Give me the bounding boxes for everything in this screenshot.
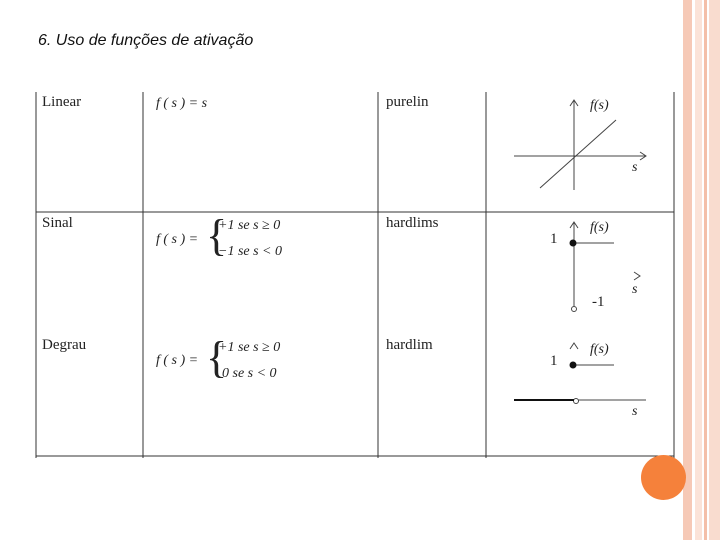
formula-prefix-sinal: f ( s ) = [156,232,199,247]
axis-value-one: 1 [550,353,558,369]
axis-value-one: 1 [550,231,558,247]
filled-point [570,240,577,247]
matlab-name-linear: purelin [386,94,429,110]
linear-graph [514,100,646,190]
axis-label-fs: f(s) [590,220,609,235]
slide-title: 6. Uso de funções de ativação [38,32,254,49]
axis-label-s: s [632,404,638,419]
axis-label-s: s [632,282,638,297]
matlab-name-sinal: hardlims [386,215,439,231]
row-name-linear: Linear [42,94,82,110]
case2-degrau: 0 se s < 0 [222,366,277,381]
decorative-circle [641,455,686,500]
formula-prefix-degrau: f ( s ) = [156,353,199,368]
axis-label-s: s [632,160,638,175]
case1-sinal: +1 se s ≥ 0 [218,218,281,233]
case1-degrau: +1 se s ≥ 0 [218,340,281,355]
step-graph [514,343,646,404]
filled-point [570,362,577,369]
formula-linear: f ( s ) = s [156,96,208,111]
row-name-sinal: Sinal [42,215,73,231]
axis-value-minus-one: -1 [592,294,605,310]
row-name-degrau: Degrau [42,337,87,353]
brace-icon: { [206,211,228,260]
brace-icon: { [206,333,228,382]
axis-label-fs: f(s) [590,98,609,113]
axis-label-fs: f(s) [590,342,609,357]
matlab-name-degrau: hardlim [386,337,433,353]
case2-sinal: −1 se s < 0 [218,244,283,259]
